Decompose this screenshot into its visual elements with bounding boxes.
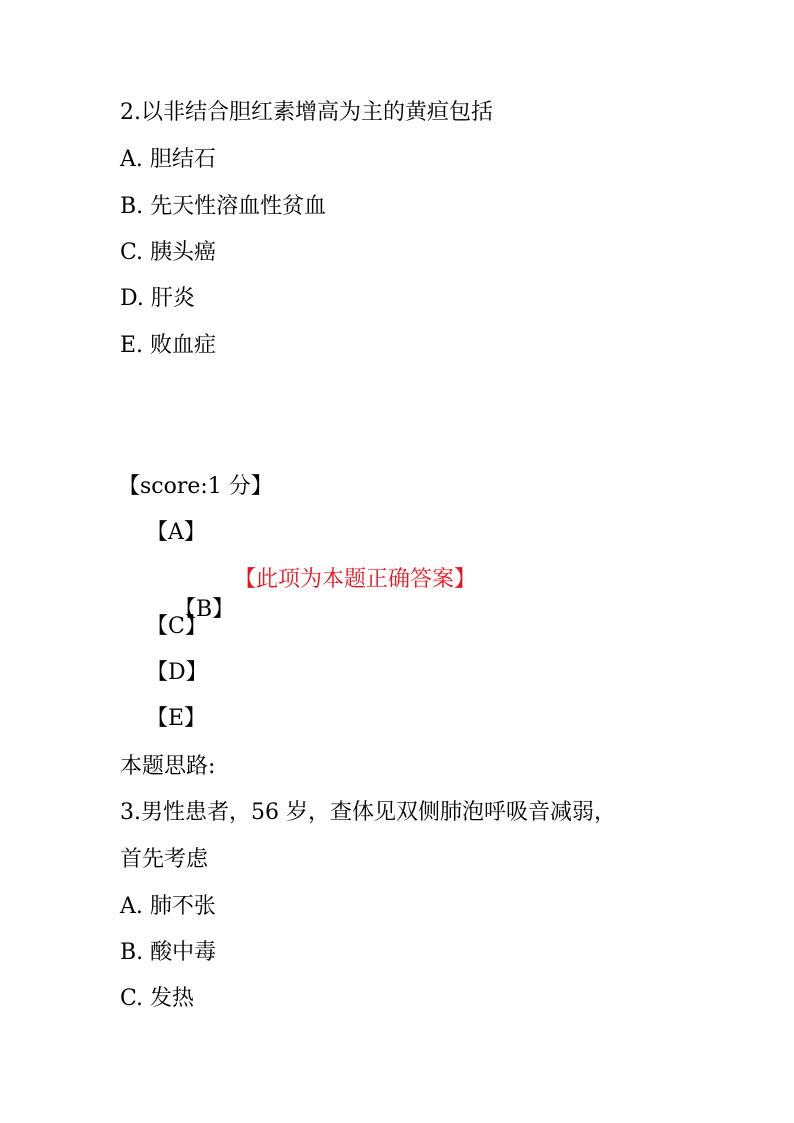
answer-choice-d: 【D】 — [146, 660, 208, 685]
question-2-option-b: B. 先天性溶血性贫血 — [120, 194, 327, 219]
question-2-option-d: D. 肝炎 — [120, 286, 195, 311]
question-2-option-c: C. 胰头癌 — [120, 240, 217, 265]
question-2-option-e: E. 败血症 — [120, 333, 217, 358]
question-2-stem: 2.以非结合胆红素增高为主的黄疸包括 — [120, 100, 493, 125]
question-3-stem-line2: 首先考虑 — [120, 847, 209, 872]
answer-choice-e: 【E】 — [146, 706, 207, 731]
question-3-option-a: A. 肺不张 — [120, 894, 216, 919]
question-3-option-c: C. 发热 — [120, 986, 195, 1011]
answer-choice-a: 【A】 — [146, 520, 206, 545]
analysis-label: 本题思路: — [120, 754, 216, 779]
question-2-option-a: A. 胆结石 — [120, 147, 216, 172]
score-label: 【score:1 分】 — [118, 474, 273, 499]
correct-answer-marker: 【此项为本题正确答案】 — [234, 567, 477, 592]
question-3-option-b: B. 酸中毒 — [120, 940, 217, 965]
answer-choice-c: 【C】 — [146, 614, 207, 639]
question-3-stem-line1: 3.男性患者，56 岁，查体见双侧肺泡呼吸音减弱， — [120, 800, 616, 825]
answer-choice-b: 【B】 — [173, 597, 235, 622]
